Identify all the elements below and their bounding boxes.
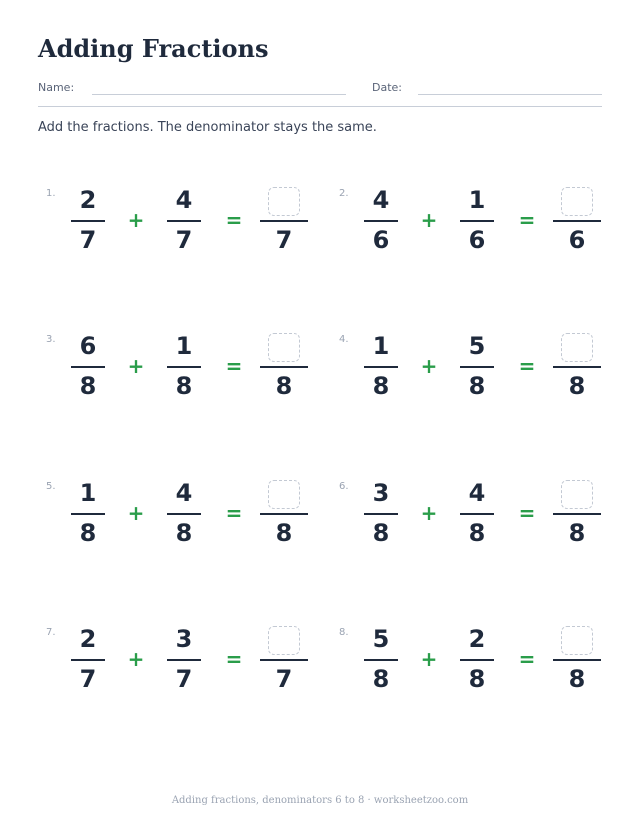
problem-4 (339, 331, 629, 421)
answer-box[interactable] (268, 626, 300, 655)
name-field[interactable] (92, 94, 346, 95)
denominator: 8 (175, 372, 193, 400)
equals-sign: = (225, 501, 243, 525)
answer-box[interactable] (561, 480, 593, 509)
fraction-bar (460, 220, 494, 222)
equals-sign: = (225, 647, 243, 671)
numerator: 3 (175, 625, 193, 653)
date-label: Date: (372, 81, 402, 94)
fraction-bar (553, 366, 601, 368)
denominator: 6 (372, 226, 390, 254)
numerator: 3 (372, 479, 390, 507)
problem-number: 6. (339, 481, 349, 492)
plus-sign: + (127, 501, 145, 525)
fraction-bar (71, 513, 105, 515)
numerator: 2 (79, 625, 97, 653)
numerator: 4 (372, 186, 390, 214)
fraction-bar (260, 659, 308, 661)
answer-box[interactable] (268, 187, 300, 216)
plus-sign: + (420, 501, 438, 525)
denominator: 7 (275, 226, 293, 254)
denominator: 8 (468, 519, 486, 547)
fraction-bar (71, 366, 105, 368)
numerator: 1 (372, 332, 390, 360)
answer-box[interactable] (561, 626, 593, 655)
fraction-bar (553, 659, 601, 661)
problem-number: 1. (46, 188, 56, 199)
problem-number: 3. (46, 334, 56, 345)
header-divider (38, 106, 602, 107)
numerator: 2 (79, 186, 97, 214)
denominator: 7 (79, 226, 97, 254)
fraction-bar (260, 513, 308, 515)
equals-sign: = (225, 354, 243, 378)
plus-sign: + (127, 647, 145, 671)
fraction-bar (460, 366, 494, 368)
problem-number: 8. (339, 627, 349, 638)
denominator: 8 (79, 519, 97, 547)
equals-sign: = (225, 208, 243, 232)
plus-sign: + (420, 647, 438, 671)
instructions: Add the fractions. The denominator stays the same. (38, 120, 377, 135)
denominator: 8 (275, 519, 293, 547)
problem-6 (339, 478, 629, 568)
plus-sign: + (127, 208, 145, 232)
fraction-bar (364, 366, 398, 368)
denominator: 7 (175, 226, 193, 254)
denominator: 8 (79, 372, 97, 400)
numerator: 6 (79, 332, 97, 360)
numerator: 1 (468, 186, 486, 214)
denominator: 8 (372, 372, 390, 400)
answer-box[interactable] (561, 187, 593, 216)
equals-sign: = (518, 501, 536, 525)
numerator: 2 (468, 625, 486, 653)
plus-sign: + (420, 208, 438, 232)
fraction-bar (167, 659, 201, 661)
fraction-bar (553, 513, 601, 515)
numerator: 5 (372, 625, 390, 653)
problem-number: 7. (46, 627, 56, 638)
fraction-bar (460, 659, 494, 661)
denominator: 8 (568, 372, 586, 400)
fraction-bar (167, 513, 201, 515)
denominator: 8 (372, 665, 390, 693)
denominator: 7 (79, 665, 97, 693)
denominator: 8 (468, 665, 486, 693)
problem-number: 5. (46, 481, 56, 492)
fraction-bar (364, 220, 398, 222)
date-field[interactable] (418, 94, 602, 95)
equals-sign: = (518, 354, 536, 378)
numerator: 4 (468, 479, 486, 507)
answer-box[interactable] (561, 333, 593, 362)
problem-3 (46, 331, 336, 421)
problem-2 (339, 185, 629, 275)
denominator: 6 (568, 226, 586, 254)
problem-number: 4. (339, 334, 349, 345)
fraction-bar (364, 659, 398, 661)
problem-1 (46, 185, 336, 275)
fraction-bar (167, 220, 201, 222)
name-label: Name: (38, 81, 75, 94)
denominator: 7 (175, 665, 193, 693)
denominator: 8 (275, 372, 293, 400)
denominator: 8 (372, 519, 390, 547)
answer-box[interactable] (268, 333, 300, 362)
plus-sign: + (420, 354, 438, 378)
denominator: 6 (468, 226, 486, 254)
worksheet-title: Adding Fractions (38, 34, 269, 63)
denominator: 8 (175, 519, 193, 547)
denominator: 8 (568, 519, 586, 547)
plus-sign: + (127, 354, 145, 378)
denominator: 7 (275, 665, 293, 693)
footer: Adding fractions, denominators 6 to 8 · worksheetzoo.com (171, 795, 469, 806)
fraction-bar (167, 366, 201, 368)
equals-sign: = (518, 647, 536, 671)
equals-sign: = (518, 208, 536, 232)
fraction-bar (71, 220, 105, 222)
numerator: 4 (175, 186, 193, 214)
numerator: 5 (468, 332, 486, 360)
fraction-bar (260, 220, 308, 222)
fraction-bar (71, 659, 105, 661)
problem-5 (46, 478, 336, 568)
numerator: 1 (79, 479, 97, 507)
answer-box[interactable] (268, 480, 300, 509)
denominator: 8 (468, 372, 486, 400)
denominator: 8 (568, 665, 586, 693)
numerator: 4 (175, 479, 193, 507)
numerator: 1 (175, 332, 193, 360)
problem-7 (46, 624, 336, 714)
fraction-bar (553, 220, 601, 222)
fraction-bar (460, 513, 494, 515)
problem-8 (339, 624, 629, 714)
fraction-bar (260, 366, 308, 368)
problem-number: 2. (339, 188, 349, 199)
fraction-bar (364, 513, 398, 515)
